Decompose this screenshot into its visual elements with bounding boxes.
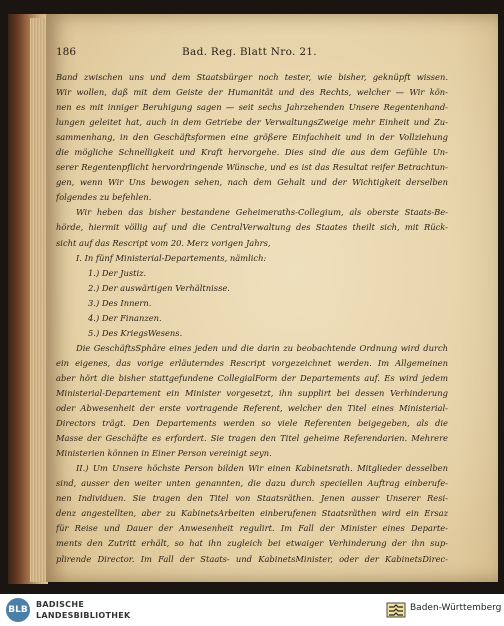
text-line: Directors trägt. Den Departements werden so viele Referenten beigegeben, als die — [56, 418, 448, 429]
blb-logo-icon[interactable]: BLB — [6, 598, 30, 622]
text-line: II.) Um Unsere höchste Person bilden Wir einen Kabinetsrath. Mitglieder desselben — [76, 463, 448, 474]
text-line: sind, ausser den weiter unten genannten, die dazu durch speciellen Auftrag einberufe- — [56, 478, 448, 489]
state-coat-of-arms-icon — [386, 602, 406, 618]
text-line: die mögliche Schnelligkeit und Kraft hervorgehe. Dies sind die aus dem Gefühle Un- — [56, 147, 448, 158]
text-line: ein eigenes, das vorige erläuterndes Rescript vorgezeichnet werden. Im Allgemeinen — [56, 357, 448, 368]
library-name-line2: LANDESBIBLIOTHEK — [36, 611, 131, 620]
text-line: 2.) Der auswärtigen Verhältnisse. — [88, 282, 230, 293]
page-number: 186 — [56, 46, 77, 58]
state-name[interactable]: Baden-Württemberg — [410, 603, 502, 613]
text-line: 1.) Der Justiz. — [88, 267, 147, 278]
text-line: Wir wollen, daß mit dem Geiste der Humanität und des Rechts, welcher — Wir kön- — [56, 87, 448, 98]
text-line: gen, wenn Wir Uns bewogen sehen, nach dem Gehalt und der Wichtigkeit derselben — [56, 177, 448, 188]
page-header — [56, 46, 436, 62]
text-line: Wir heben das bisher bestandene Geheimeraths-Collegium, als oberste Staats-Be- — [76, 207, 448, 218]
text-line: Masse der Geschäfte es erfordert. Sie tragen den Titel geheime Referendarien. Mehrere — [56, 433, 448, 444]
text-line: hörde, hiermit völlig auf und die CentralVerwaltung des Staates theilt sich, mit Rück- — [56, 222, 448, 233]
text-line: nen Individuen. Sie tragen den Titel von Staatsräthen. Jenen ausser Unserer Resi- — [56, 493, 448, 504]
text-line: plirende Director. Im Fall der Staats- und KabinetsMinister, oder der KabinetsDirec- — [56, 553, 448, 564]
text-line: 4.) Der Finanzen. — [88, 312, 162, 323]
page-shading — [458, 14, 498, 582]
text-line: nen es mit inniger Beruhigung sagen — seit sechs Jahrzehenden Unsere Regentenhand- — [56, 102, 448, 113]
text-line: I. In fünf Ministerial-Departements, nämlich: — [76, 252, 267, 263]
text-line: Ministerial-Departement ein Minister vorgesetzt, ihn supplirt bei dessen Verhinderung — [56, 387, 448, 398]
text-line: lungen geleitet hat, auch in dem Getriebe der VerwaltungsZweige mehr Einheit und Zu- — [56, 117, 448, 128]
text-line: denz angestellten, aber zu KabinetsArbeiten einberufenen Staatsräthen wird ein Ersaz — [56, 508, 448, 519]
text-line: serer Regentenpflicht hervordringende Wünsche, und es ist das Resultat reifer Betrachtun- — [56, 162, 448, 173]
library-name-line1: BADISCHE — [36, 600, 85, 609]
text-line: sammenhang, in den Geschäftsformen eine größere Einfachheit und in der Vollziehung — [56, 132, 448, 143]
text-line: 5.) Des KriegsWesens. — [88, 327, 183, 338]
text-line: ments den Zutritt erhält, so hat ihn zugleich bei etwaiger Verhinderung der ihn sup- — [56, 538, 448, 549]
text-line: Die GeschäftsSphäre eines jeden und die darin zu beobachtende Ordnung wird durch — [76, 342, 448, 353]
text-line: aber hört die bisher stattgefundene CollegialForm der Departements auf. Es wird jedem — [56, 372, 448, 383]
text-line: sicht auf das Rescript vom 20. Merz vorigen Jahrs, — [56, 237, 271, 248]
text-line: für Reise und Dauer der Anwesenheit regulirt. Im Fall der Minister eines Departe- — [56, 523, 448, 534]
viewer-footer — [0, 594, 504, 626]
text-line: Ministerien können in Einer Person vereinigt seyn. — [56, 448, 272, 459]
text-line: oder Abwesenheit der erste vortragende Referent, welcher den Titel eines Ministerial- — [56, 403, 448, 414]
text-line: 3.) Des Innern. — [88, 297, 152, 308]
body-text — [56, 70, 448, 567]
running-head: Bad. Reg. Blatt Nro. 21. — [182, 46, 317, 58]
text-line: Band zwischen uns und dem Staatsbürger noch tester, wie bisher, geknüpft wissen. — [56, 72, 448, 82]
text-line: folgendes zu befehlen. — [56, 192, 152, 203]
library-name[interactable] — [36, 599, 131, 621]
